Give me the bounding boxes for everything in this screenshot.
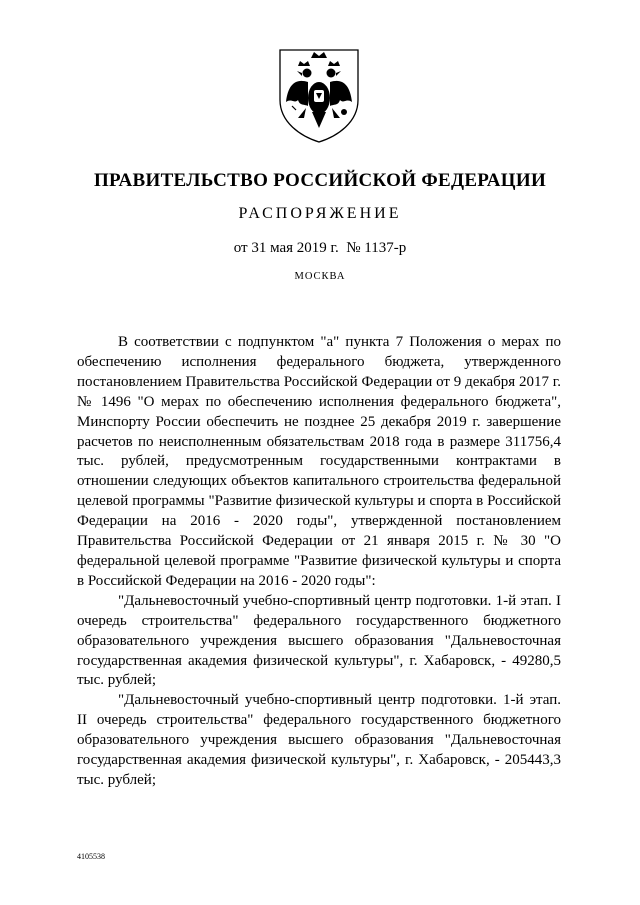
body-paragraph: "Дальневосточный учебно-спортивный центр подготовки. 1-й этап. I очередь строительства" федерального государственного бюджетного образовательного учреждения высшего образования "Дальневосточная государственная академия физической культуры", г. Хабаровск, - 49280,5 тыс. рублей;: [77, 592, 561, 689]
document-type: РАСПОРЯЖЕНИЕ: [238, 205, 402, 222]
body-paragraph: В соответствии с подпунктом "а" пункта 7 Положения о мерах по обеспечению исполнения федерального бюджета, утвержденного постановлением Правительства Российской Федерации от 9 декабря 2017 г. № 1496 "О мерах по обеспечению исполнения федерального бюджета", Минспорту России обеспечить не позднее 25 декабря 2019 г. завершение расчетов по неисполненным обязательствам 2018 года в размере 311756,4 тыс. рублей, предусмотренным государственными контрактами в отношении следующих объектов капитального строительства федеральной целевой программы "Развитие физической культуры и спорта в Российской Федерации на 2016 - 2020 годы", утвержденной постановлением Правительства Российской Федерации от 21 января 2015 г. № 30 "О федеральной целевой программе "Развитие физической культуры и спорта в Российской Федерации на 2016 - 2020 годы":: [77, 334, 561, 589]
document-city: МОСКВА: [294, 271, 346, 282]
coat-of-arms-icon: [276, 48, 362, 144]
government-title: ПРАВИТЕЛЬСТВО РОССИЙСКОЙ ФЕДЕРАЦИИ: [93, 170, 547, 191]
document-body: [77, 333, 561, 791]
body-paragraph: "Дальневосточный учебно-спортивный центр подготовки. 1-й этап. II очередь строительства" федерального государственного бюджетного образовательного учреждения высшего образования "Дальневосточная государственная академия физической культуры", г. Хабаровск, - 205443,3 тыс. рублей;: [77, 692, 561, 788]
document-code: 4105538: [77, 852, 105, 861]
document-date-number: от 31 мая 2019 г. № 1137-р: [233, 240, 407, 256]
